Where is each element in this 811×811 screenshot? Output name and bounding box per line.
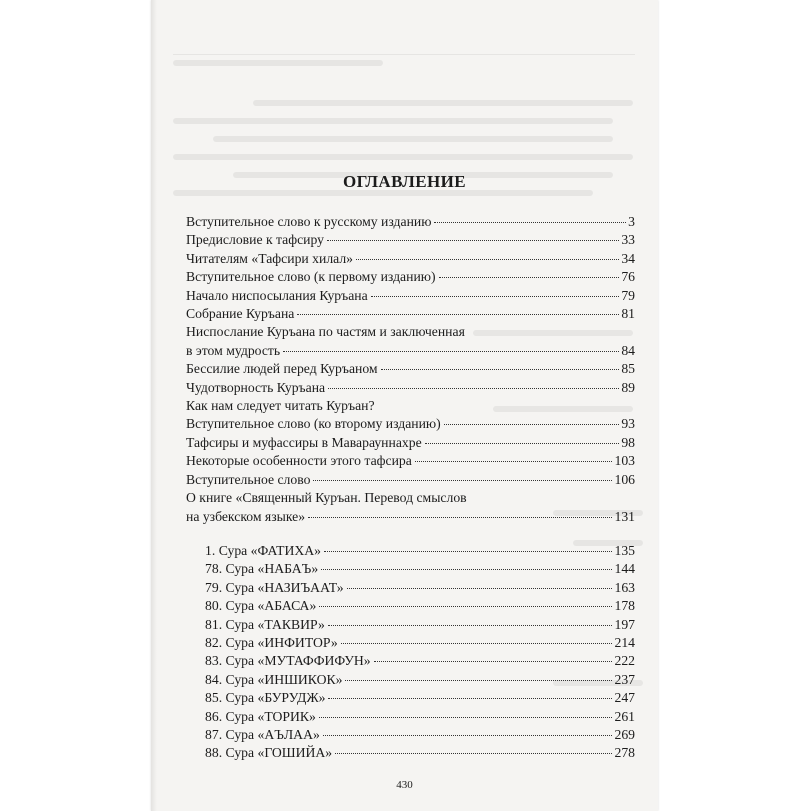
- entry-label: Как нам следует читать Куръан?: [186, 398, 375, 414]
- dot-leader: [415, 461, 613, 462]
- entry-page-number: 144: [614, 561, 635, 577]
- dot-leader: [347, 588, 613, 589]
- dot-leader: [308, 517, 612, 518]
- dot-leader: [321, 569, 612, 570]
- dot-leader: [374, 661, 613, 662]
- toc-main-list: [186, 213, 635, 526]
- entry-page-number: 237: [614, 671, 635, 687]
- entry-label: 86. Сура «ТОРИК»: [205, 708, 316, 724]
- entry-label: Чудотворность Куръана: [186, 379, 326, 395]
- entry-page-number: 131: [614, 508, 635, 524]
- entry-label: Читателям «Тафсири хилал»: [186, 250, 354, 266]
- toc-entry: [186, 471, 635, 489]
- entry-page-number: 247: [614, 690, 635, 706]
- dot-leader: [381, 369, 620, 370]
- entry-label: Начало ниспосылания Куръана: [186, 287, 368, 303]
- dot-leader: [341, 643, 613, 644]
- entry-page-number: 76: [621, 269, 635, 285]
- dot-leader: [439, 277, 620, 278]
- entry-page-number: 79: [621, 287, 635, 303]
- dot-leader: [327, 240, 619, 241]
- toc-entry: [186, 268, 635, 286]
- dot-leader: [283, 351, 619, 352]
- sura-entry: [205, 616, 635, 634]
- toc-entry: [186, 397, 635, 415]
- entry-label: О книге «Священный Куръан. Перевод смыслов: [186, 490, 467, 506]
- sura-entry: [205, 689, 635, 707]
- sura-entry: [205, 560, 635, 578]
- dot-leader: [444, 424, 620, 425]
- dot-leader: [319, 717, 613, 718]
- dot-leader: [323, 735, 613, 736]
- entry-label: 87. Сура «АЪЛАА»: [205, 727, 320, 743]
- entry-page-number: 89: [621, 379, 635, 395]
- entry-label: Тафсиры и муфассиры в Маварауннахре: [186, 434, 422, 450]
- entry-label: 84. Сура «ИНШИКОК»: [205, 671, 343, 687]
- entry-page-number: 269: [614, 727, 635, 743]
- entry-label: 80. Сура «АБАСА»: [205, 598, 317, 614]
- entry-page-number: 222: [614, 653, 635, 669]
- sura-entry: [205, 708, 635, 726]
- toc-entry: [186, 379, 635, 397]
- dot-leader: [328, 698, 612, 699]
- entry-label: Вступительное слово (ко второму изданию): [186, 416, 441, 432]
- sura-entry: [205, 652, 635, 670]
- entry-page-number: 214: [614, 635, 635, 651]
- toc-entry: [186, 305, 635, 323]
- sura-entry: [205, 597, 635, 615]
- sura-entry: [205, 671, 635, 689]
- entry-label: 81. Сура «ТАКВИР»: [205, 616, 325, 632]
- entry-page-number: 33: [621, 232, 635, 248]
- entry-label: Собрание Куръана: [186, 306, 295, 322]
- dot-leader: [356, 259, 619, 260]
- toc-entry: [186, 489, 635, 507]
- entry-label: 79. Сура «НАЗИЪААТ»: [205, 579, 344, 595]
- toc-entry: [186, 250, 635, 268]
- sura-entry: [205, 579, 635, 597]
- entry-page-number: 98: [621, 434, 635, 450]
- toc-entry: [186, 323, 635, 341]
- entry-page-number: 103: [614, 453, 635, 469]
- entry-label: 1. Сура «ФАТИХА»: [205, 543, 321, 558]
- entry-page-number: 84: [621, 342, 635, 358]
- dot-leader: [328, 388, 619, 389]
- entry-page-number: 81: [621, 306, 635, 322]
- entry-label: на узбекском языке»: [186, 508, 306, 524]
- toc-entry: [186, 213, 635, 231]
- dot-leader: [319, 606, 612, 607]
- entry-label: 85. Сура «БУРУДЖ»: [205, 690, 326, 706]
- sura-entry: [205, 542, 635, 560]
- entry-page-number: 106: [614, 471, 635, 487]
- entry-label: Вступительное слово (к первому изданию): [186, 269, 436, 285]
- entry-page-number: 85: [621, 361, 635, 377]
- entry-label: Вступительное слово к русскому изданию: [186, 214, 432, 229]
- entry-label: Предисловие к тафсиру: [186, 232, 325, 248]
- toc-entry: [186, 415, 635, 433]
- dot-leader: [434, 222, 626, 223]
- entry-label: 83. Сура «МУТАФФИФУН»: [205, 653, 371, 669]
- toc-entry: [186, 231, 635, 249]
- sura-entry: [205, 744, 635, 762]
- entry-page-number: 278: [614, 745, 635, 761]
- dot-leader: [425, 443, 620, 444]
- sura-entry: [205, 726, 635, 744]
- toc-entry: [186, 360, 635, 378]
- entry-page-number: 261: [614, 708, 635, 724]
- page-number: 430: [396, 779, 413, 791]
- entry-page-number: 3: [628, 214, 635, 229]
- entry-page-number: 135: [614, 543, 635, 558]
- page-gutter-shadow: [151, 0, 157, 811]
- book-page: [151, 0, 658, 811]
- entry-page-number: 34: [621, 250, 635, 266]
- toc-entry: [186, 452, 635, 470]
- entry-page-number: 163: [614, 579, 635, 595]
- dot-leader: [328, 625, 613, 626]
- dot-leader: [371, 296, 620, 297]
- dot-leader: [324, 551, 612, 552]
- dot-leader: [313, 480, 612, 481]
- dot-leader: [345, 680, 612, 681]
- entry-label: в этом мудрость: [186, 342, 281, 358]
- dot-leader: [297, 314, 619, 315]
- toc-entry: [186, 287, 635, 305]
- entry-page-number: 93: [621, 416, 635, 432]
- toc-entry: [186, 342, 635, 360]
- entry-label: 88. Сура «ГОШИЙА»: [205, 745, 333, 761]
- entry-page-number: 197: [614, 616, 635, 632]
- toc-title: ОГЛАВЛЕНИЕ: [343, 172, 466, 191]
- entry-page-number: 178: [614, 598, 635, 614]
- running-head-show-through: [173, 54, 635, 55]
- entry-label: Ниспослание Куръана по частям и заключенная: [186, 324, 465, 340]
- dot-leader: [335, 753, 612, 754]
- entry-label: Вступительное слово: [186, 471, 311, 487]
- entry-label: 82. Сура «ИНФИТОР»: [205, 635, 338, 651]
- toc-entry: [186, 434, 635, 452]
- entry-label: Некоторые особенности этого тафсира: [186, 453, 412, 469]
- toc-sura-list: [205, 542, 635, 763]
- sura-entry: [205, 634, 635, 652]
- entry-label: Бессилие людей перед Куръаном: [186, 361, 378, 377]
- entry-label: 78. Сура «НАБАЪ»: [205, 561, 319, 577]
- toc-entry: [186, 508, 635, 526]
